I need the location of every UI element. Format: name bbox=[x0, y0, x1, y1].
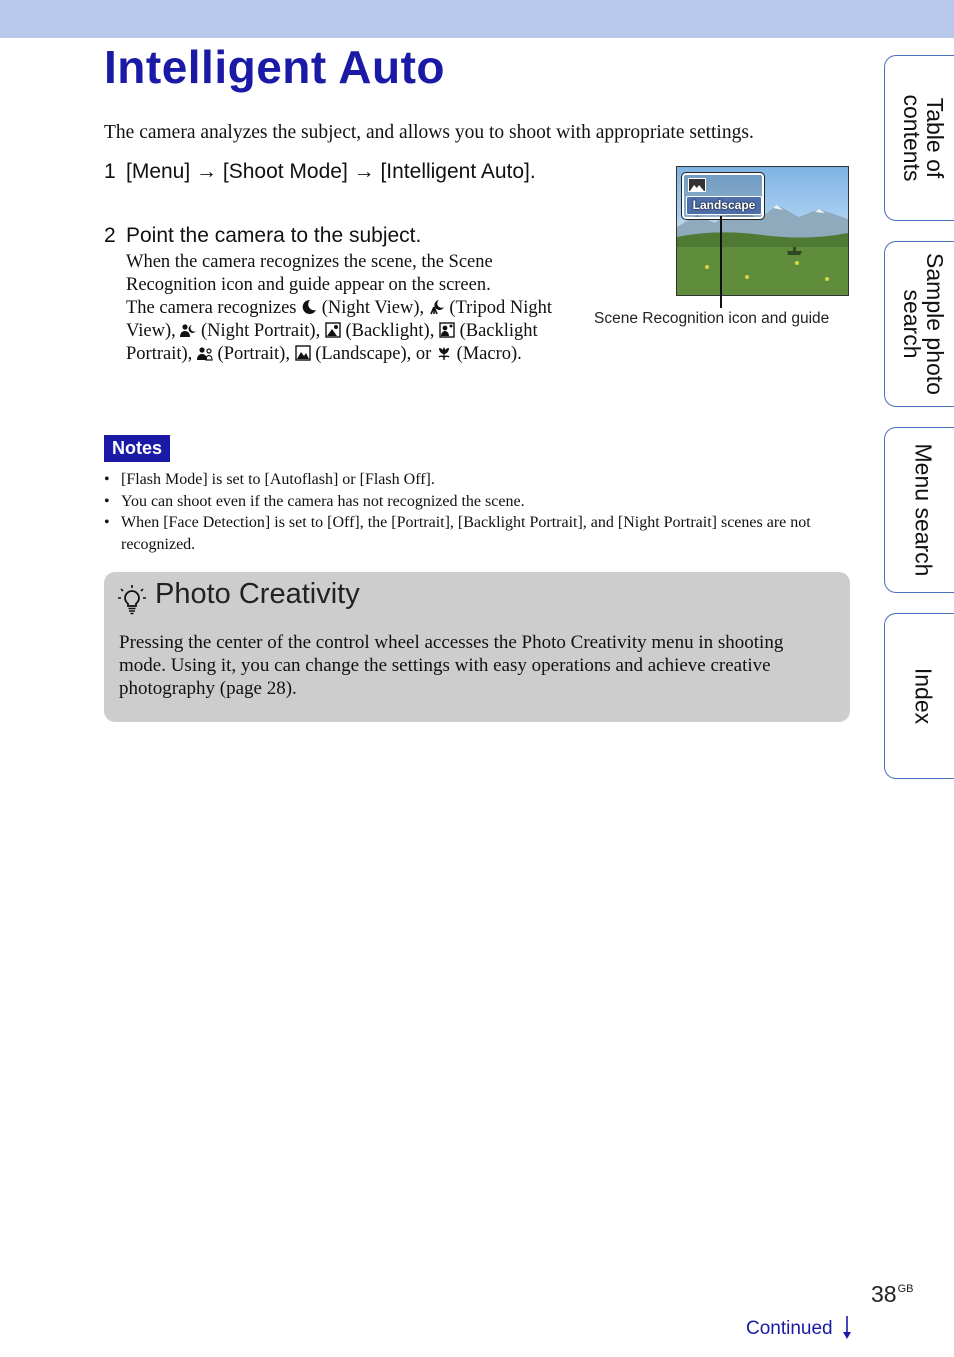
lightbulb-icon bbox=[118, 585, 146, 615]
tab-sample-photo-search[interactable] bbox=[884, 241, 954, 407]
or-text: or bbox=[415, 344, 432, 364]
step-number: 1 bbox=[104, 160, 116, 183]
scene-recognition-label: Landscape bbox=[686, 196, 762, 215]
scene-label: (Landscape), bbox=[315, 344, 412, 364]
landscape-icon bbox=[295, 345, 311, 361]
tab-table-of-contents[interactable] bbox=[884, 55, 954, 221]
scene-recognition-indicator bbox=[682, 173, 764, 219]
note-item: • [Flash Mode] is set to [Autoflash] or [Flash Off]. bbox=[104, 469, 849, 491]
tab-menu-search[interactable] bbox=[884, 427, 954, 593]
scene-label: (Tripod Night View), bbox=[126, 298, 552, 341]
scene-list-paragraph bbox=[126, 297, 566, 366]
macro-icon bbox=[436, 345, 452, 361]
step-text: [Menu] → [Shoot Mode] → [Intelligent Auto]. bbox=[126, 160, 536, 183]
backlight-icon bbox=[325, 322, 341, 338]
scene-label: (Night Portrait), bbox=[201, 321, 321, 341]
step-2-paragraph: When the camera recognizes the scene, the Scene Recognition icon and guide appear on the screen. bbox=[126, 252, 493, 295]
note-item: • When [Face Detection] is set to [Off], the [Portrait], [Backlight Portrait], and [Night Portrait] scenes are not recognized. bbox=[104, 512, 849, 555]
page-number-value: 38 bbox=[871, 1281, 897, 1307]
scene-label: (Portrait), bbox=[217, 344, 290, 364]
tab-label: Sample photo search bbox=[899, 253, 948, 395]
landscape-icon bbox=[688, 178, 706, 192]
tab-label: Index bbox=[910, 667, 937, 725]
portrait-icon bbox=[197, 345, 213, 361]
top-bar bbox=[0, 0, 954, 38]
figure-caption: Scene Recognition icon and guide bbox=[594, 310, 830, 327]
page-number bbox=[871, 1281, 914, 1308]
tripod-night-view-icon bbox=[429, 299, 445, 315]
notes-badge: Notes bbox=[104, 435, 170, 462]
continued-label: Continued bbox=[746, 1318, 833, 1339]
scene-label: (Night View), bbox=[321, 298, 425, 318]
note-item: • You can shoot even if the camera has not recognized the scene. bbox=[104, 491, 849, 513]
callout-line bbox=[720, 216, 722, 308]
page-number-suffix: GB bbox=[897, 1283, 914, 1295]
tab-label: Table of contents bbox=[899, 94, 948, 182]
backlight-portrait-icon bbox=[439, 322, 455, 338]
camera-screen-photo bbox=[676, 166, 849, 296]
step-2-body bbox=[126, 251, 566, 366]
arrow-down-icon bbox=[842, 1316, 852, 1340]
night-portrait-icon bbox=[180, 322, 196, 338]
step-text: Point the camera to the subject. bbox=[126, 224, 422, 247]
continued-link[interactable] bbox=[746, 1316, 852, 1340]
night-view-icon bbox=[301, 299, 317, 315]
tab-label: Menu search bbox=[910, 443, 937, 577]
scene-label: (Backlight Portrait), bbox=[126, 321, 538, 364]
intro-text: The camera analyzes the subject, and allows you to shoot with appropriate settings. bbox=[104, 122, 754, 143]
step-number: 2 bbox=[104, 224, 116, 247]
page-title: Intelligent Auto bbox=[104, 41, 446, 93]
tab-index[interactable] bbox=[884, 613, 954, 779]
tip-title: Photo Creativity bbox=[155, 578, 360, 610]
notes-list bbox=[104, 469, 849, 555]
scene-label: (Backlight), bbox=[345, 321, 435, 341]
photo-creativity-tip bbox=[104, 572, 850, 722]
scene-list-lead: The camera recognizes bbox=[126, 298, 297, 318]
scene-label: (Macro). bbox=[456, 344, 522, 364]
tip-text: Pressing the center of the control wheel accesses the Photo Creativity menu in shooting mode. Using it, you can change the settings with easy operations and achieve creative photography (page 28). bbox=[119, 632, 784, 699]
